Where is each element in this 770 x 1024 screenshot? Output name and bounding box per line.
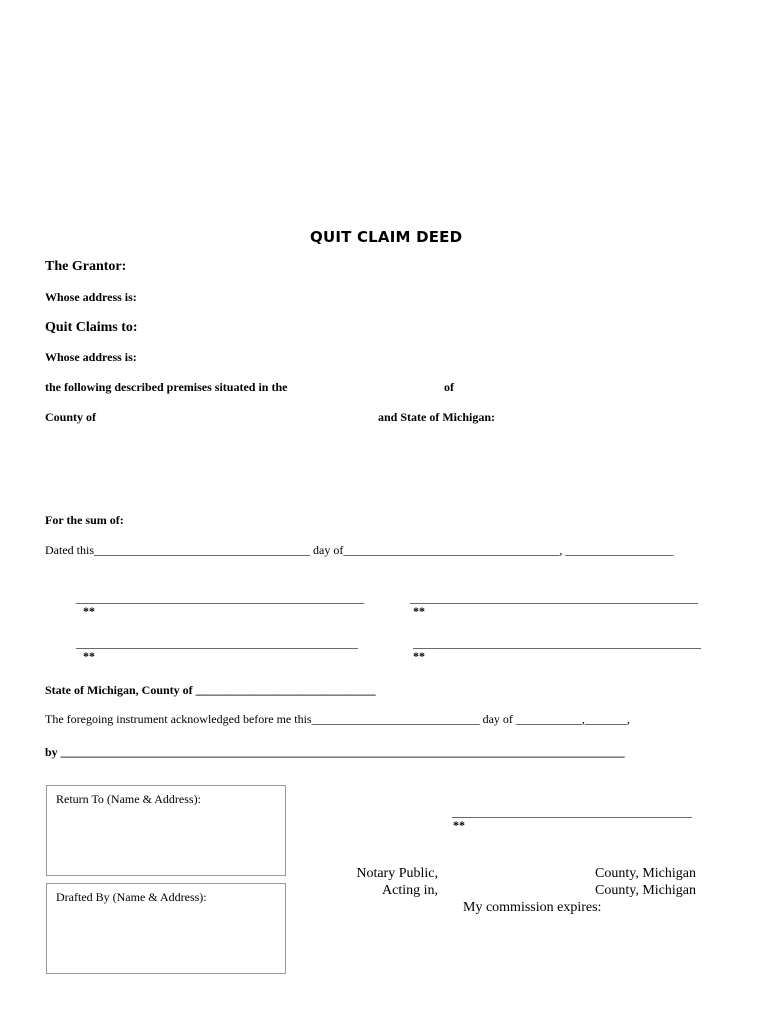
signature-stars-right-1: ** <box>413 604 425 618</box>
notary-county-michigan-1: County, Michigan <box>595 866 696 881</box>
sum-label: For the sum of: <box>45 513 124 527</box>
signature-stars-right-2: ** <box>413 649 425 663</box>
signature-line-right-2: ________________________________________________ <box>413 636 701 650</box>
notary-stars: ** <box>453 818 465 832</box>
dated-line: Dated this____________________________________ day of____________________________________, __________________ <box>45 543 674 557</box>
page-title: QUIT CLAIM DEED <box>310 228 463 246</box>
notary-signature-line: ________________________________________ <box>452 805 692 819</box>
notary-county-michigan-2: County, Michigan <box>595 883 696 898</box>
signature-line-left-1: ________________________________________________ <box>76 591 364 605</box>
grantee-address-label: Whose address is: <box>45 350 137 364</box>
signature-stars-left-1: ** <box>83 604 95 618</box>
grantor-label: The Grantor: <box>45 259 127 274</box>
notary-public-label: Notary Public, <box>356 866 438 881</box>
drafted-by-label: Drafted By (Name & Address): <box>56 890 207 904</box>
foregoing-line: The foregoing instrument acknowledged before me this____________________________ day of ___________,_______, <box>45 712 630 726</box>
signature-stars-left-2: ** <box>83 649 95 663</box>
acting-in-label: Acting in, <box>382 883 438 898</box>
state-of-michigan-label: and State of Michigan: <box>378 410 495 424</box>
signature-line-left-2: _______________________________________________ <box>76 636 358 650</box>
by-line: by ______________________________________________________________________________________________ <box>45 745 625 759</box>
premises-text: the following described premises situated in the <box>45 380 288 394</box>
commission-expires-label: My commission expires: <box>463 900 602 915</box>
grantor-address-label: Whose address is: <box>45 290 137 304</box>
premises-of: of <box>444 380 454 394</box>
signature-line-right-1: ________________________________________________ <box>410 591 698 605</box>
drafted-by-box[interactable] <box>46 883 286 974</box>
quit-claims-label: Quit Claims to: <box>45 320 138 335</box>
return-to-label: Return To (Name & Address): <box>56 792 201 806</box>
county-of-label: County of <box>45 410 97 424</box>
state-county-line: State of Michigan, County of ______________________________ <box>45 683 376 697</box>
return-to-box[interactable] <box>46 785 286 876</box>
